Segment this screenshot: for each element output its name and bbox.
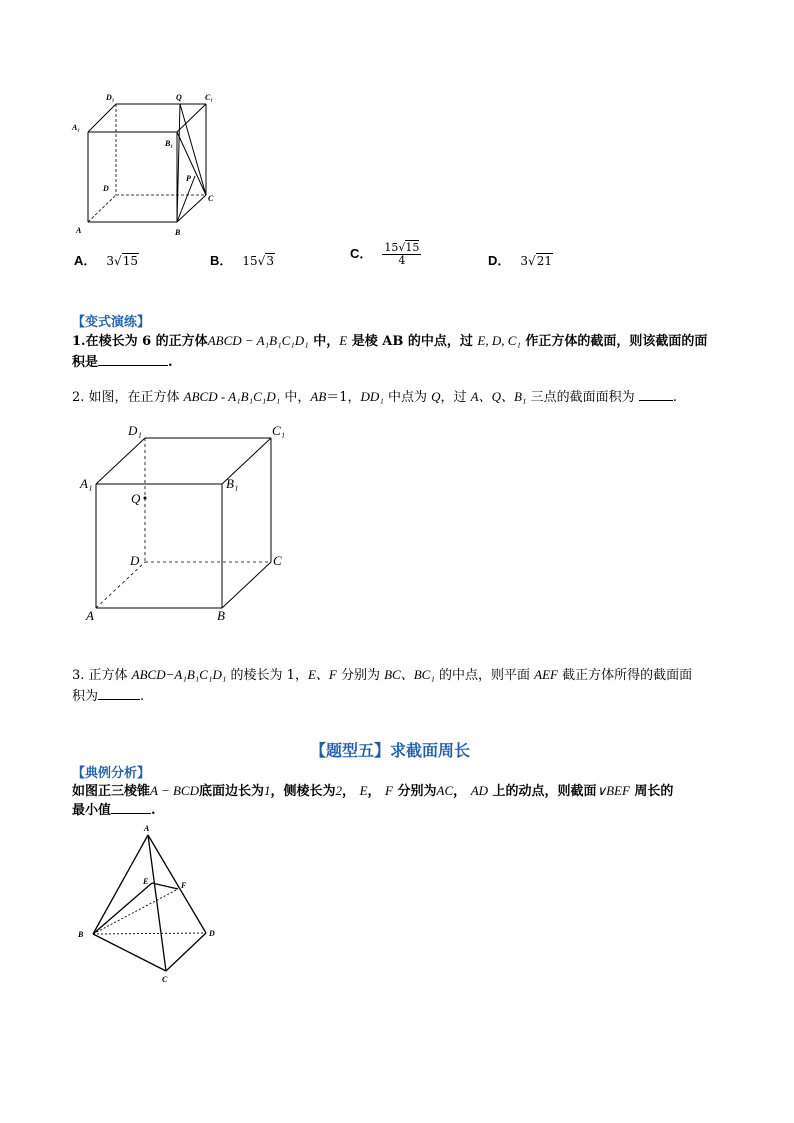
label-b1: B₁ xyxy=(226,476,239,491)
label-c: C xyxy=(162,975,168,984)
question-2: 2. 如图，在正方体 ABCD - A₁B₁C₁D₁ 中，AB＝1，DD₁ 中点为 Q，过 A、Q、B₁ 三点的截面面积为 . xyxy=(72,389,677,405)
label-b: B xyxy=(78,930,84,939)
answer-blank-1[interactable] xyxy=(98,365,168,366)
label-a: A xyxy=(144,824,150,833)
edge-b-c xyxy=(222,562,271,608)
edge-c-d xyxy=(166,933,206,971)
example-question-line2: 最小值 . xyxy=(72,803,156,818)
label-d: D xyxy=(103,184,109,193)
option-c-fraction: $\frac{15√15}{4}$ xyxy=(384,241,420,267)
option-c-letter: C． xyxy=(350,246,373,261)
hidden-edge-a-d xyxy=(88,195,116,222)
answer-blank-2[interactable] xyxy=(639,400,673,401)
figure-2-cube xyxy=(74,420,304,630)
edge-a1-d1 xyxy=(88,104,116,132)
label-b: B xyxy=(175,228,181,237)
label-c1: C₁ xyxy=(205,93,214,102)
option-c[interactable] xyxy=(350,242,421,267)
figure-3-pyramid xyxy=(74,820,234,990)
label-a1: A₁ xyxy=(80,476,93,491)
edge-a1-d1 xyxy=(96,438,145,484)
figure-1-cube xyxy=(60,88,230,240)
section-b-e xyxy=(93,883,152,934)
label-e: E xyxy=(143,877,149,886)
label-d: D xyxy=(209,929,215,938)
point-q xyxy=(144,497,147,500)
label-p: P xyxy=(186,174,191,183)
question-3-line2: 积为 . xyxy=(72,689,145,704)
option-b[interactable] xyxy=(210,250,275,269)
label-q: Q xyxy=(176,93,182,102)
edge-a-b xyxy=(93,835,148,934)
answer-blank-example[interactable] xyxy=(111,813,151,814)
option-d[interactable] xyxy=(488,250,553,269)
edge-b-c xyxy=(177,195,206,222)
hidden-edge-b-d xyxy=(93,933,206,934)
label-d1: D₁ xyxy=(106,93,115,102)
answer-blank-3[interactable] xyxy=(98,699,140,700)
edge-b-c xyxy=(93,934,166,971)
option-d-letter: D． xyxy=(488,253,511,268)
example-tag: 【典例分析】 xyxy=(72,766,151,781)
variant-tag: 【变式演练】 xyxy=(72,315,151,330)
label-a: A xyxy=(76,226,82,235)
label-c1: C₁ xyxy=(272,423,286,438)
label-a: A xyxy=(86,608,94,623)
hidden-edge-a-d xyxy=(96,562,145,608)
label-c: C xyxy=(273,553,282,568)
label-b1: B₁ xyxy=(165,139,174,148)
label-d: D xyxy=(130,553,140,568)
label-c: C xyxy=(208,194,214,203)
option-a[interactable] xyxy=(74,250,139,269)
label-q: Q xyxy=(131,491,141,506)
label-f: F xyxy=(181,881,187,890)
option-b-value: 15√3 xyxy=(242,254,274,268)
question-3: 3. 正方体 ABCD−A₁B₁C₁D₁ 的棱长为 1，E、F 分别为 BC、BC₁ 的中点，则平面 AEF 截正方体所得的截面面 xyxy=(72,667,693,683)
option-d-value: 3√21 xyxy=(520,254,552,268)
question-1-line2: 积是 . xyxy=(72,355,173,370)
section-heading: 【题型五】求截面周长 xyxy=(310,741,471,760)
label-a1: A₁ xyxy=(72,123,81,132)
section-e-f xyxy=(152,883,178,889)
label-d1: D₁ xyxy=(128,423,142,438)
example-question: 如图正三棱锥A − BCD底面边长为1，侧棱长为2， E， F 分别为AC， AD 上的动点，则截面∨BEF 周长的 xyxy=(72,783,674,799)
option-a-letter: A． xyxy=(74,253,97,268)
question-1: 1.在棱长为 6 的正方体ABCD − A₁B₁C₁D₁ 中，E 是棱 AB 的中点，过 E, D, C₁ 作正方体的截面，则该截面的面 xyxy=(72,333,708,349)
label-b: B xyxy=(217,608,225,623)
option-a-value: 3√15 xyxy=(106,254,138,268)
option-b-letter: B． xyxy=(210,253,233,268)
